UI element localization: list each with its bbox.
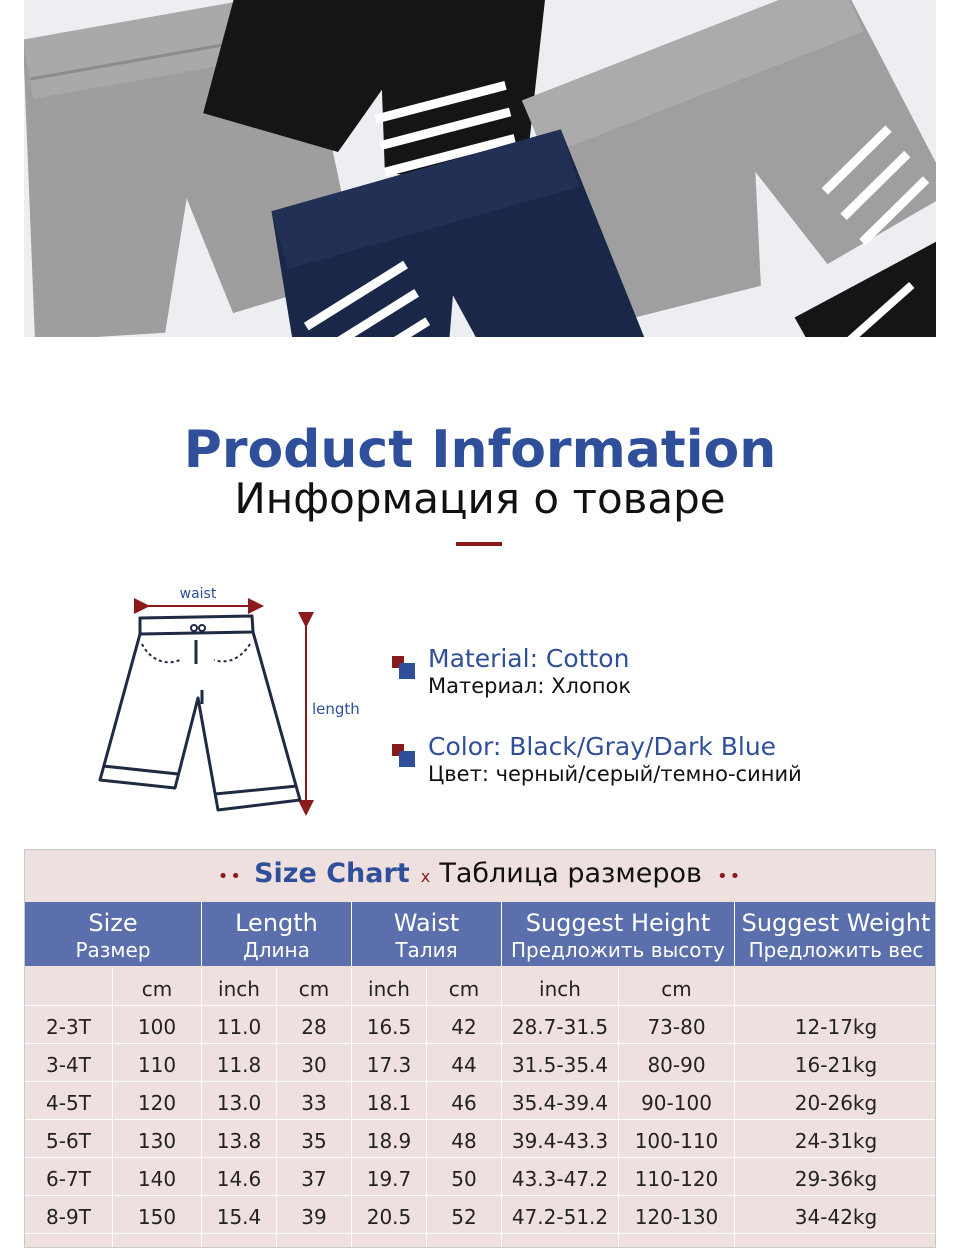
table-cell: 3-4T	[25, 1044, 113, 1082]
title-separator: x	[420, 867, 431, 886]
table-cell: 52	[427, 1196, 502, 1234]
table-cell: 16-21kg	[735, 1044, 936, 1082]
table-cell: cm	[113, 968, 202, 1006]
table-cell	[735, 1234, 936, 1248]
table-cell: 120-130	[619, 1196, 735, 1234]
table-cell: 14.6	[202, 1158, 277, 1196]
spec-color-en: Color: Black/Gray/Dark Blue	[428, 732, 777, 761]
table-cell	[502, 1234, 619, 1248]
table-cell: inch	[202, 968, 277, 1006]
table-cell: 47.2-51.2	[502, 1196, 619, 1234]
table-cell: 150	[113, 1196, 202, 1234]
table-cell: 42	[427, 1006, 502, 1044]
units-row	[25, 968, 936, 1006]
table-row	[25, 1044, 936, 1082]
table-row	[25, 1006, 936, 1044]
table-row	[25, 1196, 936, 1234]
table-cell: 90-100	[619, 1082, 735, 1120]
waist-label: waist	[179, 586, 217, 602]
header-height-ru: Предложить высоту	[511, 938, 725, 962]
header-weight-ru: Предложить вес	[748, 938, 924, 962]
table-cell: 100	[113, 1006, 202, 1044]
table-cell: 5-6T	[25, 1120, 113, 1158]
table-cell: 2-3T	[25, 1006, 113, 1044]
table-cell: 11.0	[202, 1006, 277, 1044]
table-cell: 28.7-31.5	[502, 1006, 619, 1044]
table-cell: 33	[277, 1082, 352, 1120]
spec-material-en: Material: Cotton	[428, 644, 630, 673]
table-cell: 37	[277, 1158, 352, 1196]
table-cell	[25, 1234, 113, 1248]
product-info-title-ru: Информация о товаре	[234, 474, 726, 523]
table-cell: 28	[277, 1006, 352, 1044]
header-size	[25, 902, 202, 966]
header-size-ru: Размер	[75, 938, 151, 962]
table-cell: 43.3-47.2	[502, 1158, 619, 1196]
shorts-outline	[100, 616, 300, 810]
table-cell: inch	[502, 968, 619, 1006]
table-cell: 39	[277, 1196, 352, 1234]
header-waist-en: Waist	[393, 909, 460, 937]
table-cell: 13.0	[202, 1082, 277, 1120]
table-cell: 31.5-35.4	[502, 1044, 619, 1082]
title-divider	[456, 542, 502, 546]
length-label: length	[312, 700, 360, 718]
table-cell: 24-31kg	[735, 1120, 936, 1158]
table-cell: 130	[113, 1120, 202, 1158]
spec-material	[392, 644, 912, 704]
header-height-en: Suggest Height	[525, 909, 711, 937]
table-cell	[427, 1234, 502, 1248]
table-cell: 18.9	[352, 1120, 427, 1158]
table-cell: 19.7	[352, 1158, 427, 1196]
table-cell: 20.5	[352, 1196, 427, 1234]
table-cell: 11.8	[202, 1044, 277, 1082]
table-cell: 50	[427, 1158, 502, 1196]
table-cell	[735, 968, 936, 1006]
table-cell: 110-120	[619, 1158, 735, 1196]
table-cell: inch	[352, 968, 427, 1006]
table-cell: 6-7T	[25, 1158, 113, 1196]
header-suggest-weight	[735, 902, 936, 966]
table-cell: 110	[113, 1044, 202, 1082]
shorts-collage-image	[24, 0, 936, 337]
size-chart-table	[24, 849, 936, 1248]
table-cell: cm	[619, 968, 735, 1006]
table-cell: 29-36kg	[735, 1158, 936, 1196]
table-row	[25, 1082, 936, 1120]
table-cell: 48	[427, 1120, 502, 1158]
table-cell: 34-42kg	[735, 1196, 936, 1234]
table-cell: 12-17kg	[735, 1006, 936, 1044]
product-info-title: Product Information	[183, 420, 777, 480]
header-suggest-height	[502, 902, 735, 966]
bullet-icon	[399, 751, 415, 767]
spec-material-ru: Материал: Хлопок	[428, 674, 632, 698]
table-cell: 16.5	[352, 1006, 427, 1044]
header-length-en: Length	[235, 909, 318, 937]
header-length-ru: Длина	[243, 938, 310, 962]
table-cell: 46	[427, 1082, 502, 1120]
table-cell	[113, 1234, 202, 1248]
header-length	[202, 902, 352, 966]
table-cell: cm	[277, 968, 352, 1006]
table-cell: 73-80	[619, 1006, 735, 1044]
table-cell: 39.4-43.3	[502, 1120, 619, 1158]
decor-dots-right: ••	[717, 866, 743, 887]
table-cell: 140	[113, 1158, 202, 1196]
table-row	[25, 1158, 936, 1196]
hero-product-photo	[24, 0, 936, 337]
table-cell: 4-5T	[25, 1082, 113, 1120]
spec-color-ru: Цвет: черный/серый/темно-синий	[428, 762, 802, 786]
table-cell: 15.4	[202, 1196, 277, 1234]
table-cell: cm	[427, 968, 502, 1006]
bullet-icon	[399, 663, 415, 679]
table-cell: 30	[277, 1044, 352, 1082]
table-cell: 100-110	[619, 1120, 735, 1158]
table-cell: 120	[113, 1082, 202, 1120]
table-cell	[352, 1234, 427, 1248]
table-cell: 13.8	[202, 1120, 277, 1158]
table-cell: 35	[277, 1120, 352, 1158]
header-size-en: Size	[88, 909, 138, 937]
table-cell: 20-26kg	[735, 1082, 936, 1120]
table-cell	[277, 1234, 352, 1248]
table-cell: 44	[427, 1044, 502, 1082]
table-cell: 35.4-39.4	[502, 1082, 619, 1120]
table-cell	[202, 1234, 277, 1248]
decor-dots-left: ••	[217, 866, 243, 887]
table-cell: 17.3	[352, 1044, 427, 1082]
size-chart-title-en: Size Chart	[254, 858, 410, 889]
spec-color	[392, 732, 912, 792]
size-chart-title-ru: Таблица размеров	[439, 858, 702, 889]
size-chart-heading	[25, 850, 935, 902]
table-row-partial	[25, 1234, 936, 1248]
table-cell	[25, 968, 113, 1006]
table-cell: 8-9T	[25, 1196, 113, 1234]
shorts-measurement-diagram	[90, 580, 380, 820]
table-cell	[619, 1234, 735, 1248]
table-row	[25, 1120, 936, 1158]
header-waist	[352, 902, 502, 966]
header-waist-ru: Талия	[395, 938, 458, 962]
table-cell: 80-90	[619, 1044, 735, 1082]
table-cell: 18.1	[352, 1082, 427, 1120]
header-weight-en: Suggest Weight	[741, 909, 931, 937]
